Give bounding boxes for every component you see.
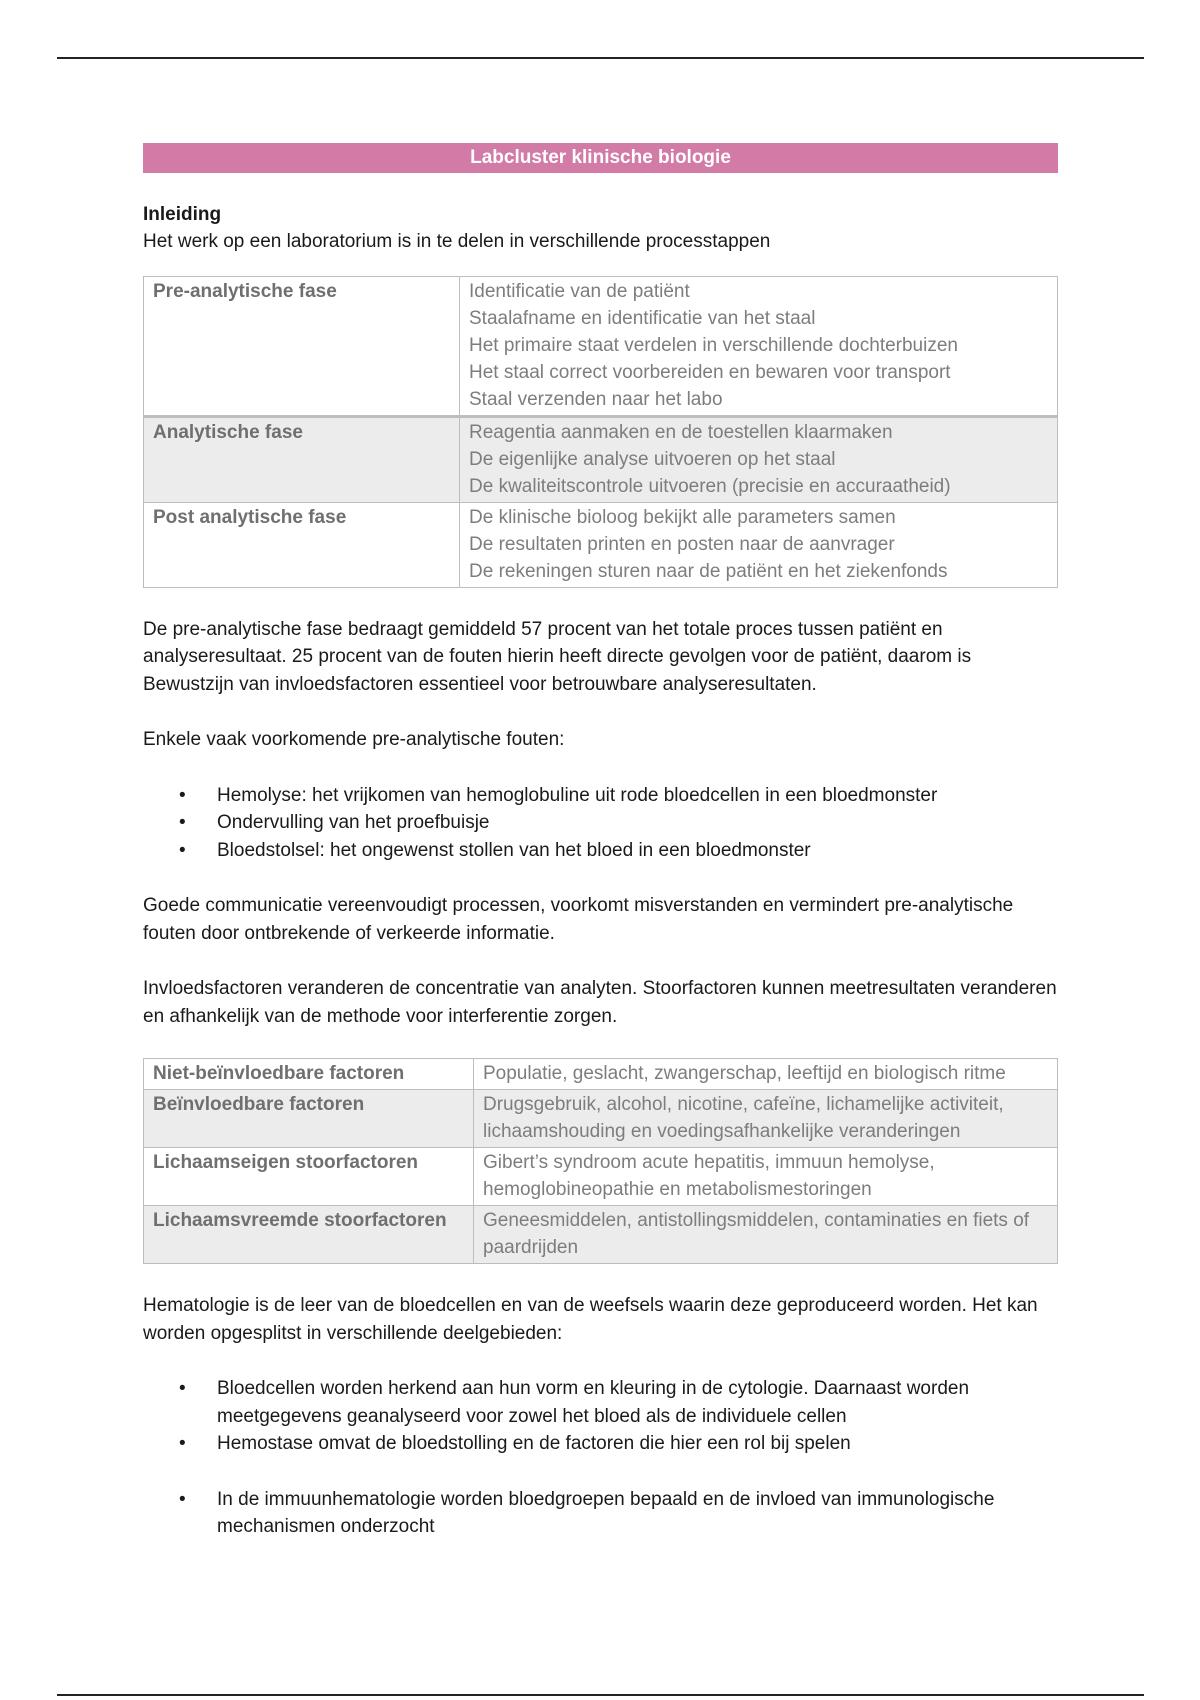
footer-rule [57,1694,1144,1696]
phase-item: Reagentia aanmaken en de toestellen klaarmaken [469,421,893,443]
factor-text: Drugsgebruik, alcohol, nicotine, cafeïne, lichamelijke activiteit, lichaamshouding en voedingsafhankelijke veranderingen [474,1090,1058,1148]
bullet-icon: • [179,1433,186,1454]
document-title: Labcluster klinische biologie [143,143,1058,173]
bullet-icon: • [179,784,186,806]
factors-table [143,1058,1058,1264]
factor-label: Beïnvloedbare factoren [144,1090,474,1148]
table-row [144,1059,1058,1090]
list-item: • Bloedstolsel: het ongewenst stollen van het bloed in een bloedmonster [143,837,1058,865]
phase-label: Post analytische fase [144,502,460,587]
factor-label: Niet-beïnvloedbare factoren [144,1059,474,1090]
phase-item: Het staal correct voorbereiden en bewaren voor transport [469,361,951,383]
phase-items [460,416,1058,502]
paragraph-factors: Invloedsfactoren veranderen de concentratie van analyten. Stoorfactoren kunnen meetresultaten veranderen en afhankelijk van de methode voor interferentie zorgen. [143,978,1057,1027]
header-rule [57,57,1144,59]
errors-list [143,782,1058,865]
phase-item: De klinische bioloog bekijkt alle parameters samen [469,506,896,528]
list-item: • Hemolyse: het vrijkomen van hemoglobuline uit rode bloedcellen in een bloedmonster [143,782,1058,810]
phase-item: Staal verzenden naar het labo [469,388,723,410]
factor-label: Lichaamsvreemde stoorfactoren [144,1206,474,1264]
document-body [143,143,1058,1541]
paragraph-communication: Goede communicatie vereenvoudigt processen, voorkomt misverstanden en vermindert pre-analytische fouten door ontbrekende of verkeerde informatie. [143,895,1014,944]
paragraph-pre-analytic: De pre-analytische fase bedraagt gemiddeld 57 procent van het totale proces tussen patiënt en analyseresultaat. 25 procent van de fouten hierin heeft directe gevolgen voor de patiënt, daarom is Bewustzijn van invloedsfactoren essentieel voor betrouwbare analyseresultaten. [143,618,972,695]
hematology-list [143,1375,1058,1541]
phase-item: Het primaire staat verdelen in verschillende dochterbuizen [469,334,958,356]
table-row [144,1090,1058,1148]
intro-text: Het werk op een laboratorium is in te delen in verschillende processtappen [143,231,771,252]
phase-item: De kwaliteitscontrole uitvoeren (precisie en accuraatheid) [469,475,951,497]
phase-item: Staalafname en identificatie van het staal [469,307,816,329]
phase-item: De eigenlijke analyse uitvoeren op het staal [469,448,836,470]
bullet-icon: • [179,1488,186,1510]
intro-heading: Inleiding [143,204,222,225]
list-item: • Bloedcellen worden herkend aan hun vorm en kleuring in de cytologie. Daarnaast worden meetgegevens geanalyseerd voor zowel het bloed als de individuele cellen [143,1375,1058,1430]
paragraph-errors-intro: Enkele vaak voorkomende pre-analytische fouten: [143,729,565,750]
bullet-icon: • [179,1378,186,1399]
phase-item: Identificatie van de patiënt [469,280,690,302]
phase-items [460,276,1058,416]
phase-item: De rekeningen sturen naar de patiënt en het ziekenfonds [469,560,948,582]
table-row [144,276,1058,416]
table-row [144,1206,1058,1264]
paragraph-hematology: Hematologie is de leer van de bloedcellen en van de weefsels waarin deze geproduceerd worden. Het kan worden opgesplitst in verschillende deelgebieden: [143,1295,1038,1344]
phase-items [460,502,1058,587]
list-item: • In de immuunhematologie worden bloedgroepen bepaald en de invloed van immunologische mechanismen onderzocht [143,1486,1058,1541]
factor-text: Gibert’s syndroom acute hepatitis, immuun hemolyse, hemoglobineopathie en metabolismestoringen [474,1148,1058,1206]
list-item: • Ondervulling van het proefbuisje [143,809,1058,837]
table-row [144,1148,1058,1206]
list-item: • Hemostase omvat de bloedstolling en de factoren die hier een rol bij spelen [143,1430,1058,1458]
phases-table [143,276,1058,588]
factor-text: Geneesmiddelen, antistollingsmiddelen, contaminaties en fiets of paardrijden [474,1206,1058,1264]
phase-item: De resultaten printen en posten naar de aanvrager [469,533,895,555]
bullet-icon: • [179,839,186,861]
bullet-icon: • [179,812,186,833]
factor-label: Lichaamseigen stoorfactoren [144,1148,474,1206]
phase-label: Pre-analytische fase [144,276,460,416]
factor-text: Populatie, geslacht, zwangerschap, leeftijd en biologisch ritme [474,1059,1058,1090]
table-row [144,502,1058,587]
phase-label: Analytische fase [144,416,460,502]
table-row [144,416,1058,502]
